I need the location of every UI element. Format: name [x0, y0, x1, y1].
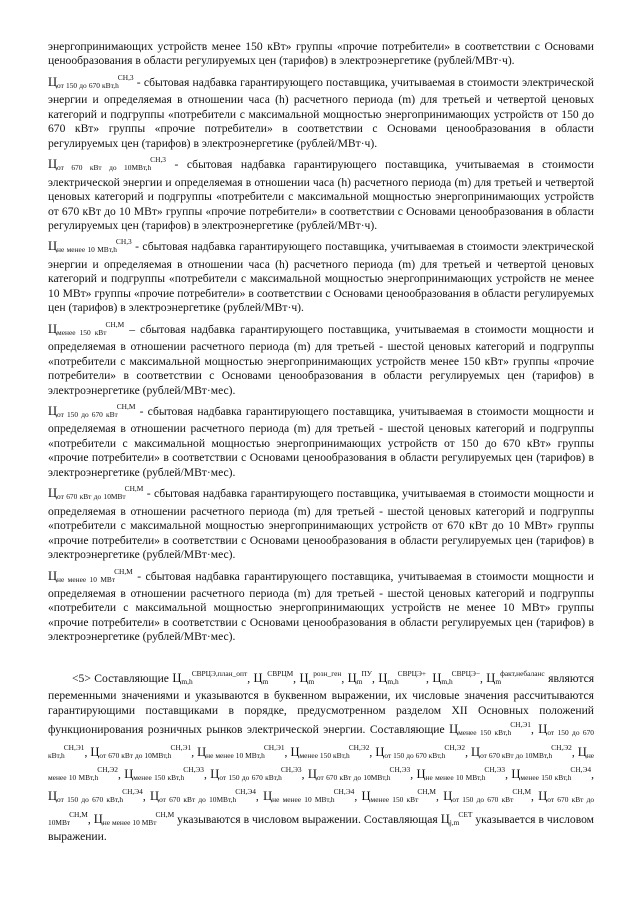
symbol-base: Ц	[124, 767, 134, 782]
definitions-list	[48, 71, 594, 645]
symbol-subscript: m	[356, 676, 363, 686]
symbol-base: Ц	[290, 744, 300, 759]
symbol-subscript: от 150 до 670 кВт,h	[219, 773, 282, 783]
definition-text: - сбытовая надбавка гарантирующего поставщика, учитываемая в стоимости мощности и определяемая в отношении расчетного периода (m) для третьей - шестой ценовых категорий и подгруппы «потребители с максимальной мощностью энергопринимающих устройств от 150 до 670 кВт» группы «прочие потребители» в соответствии с Основами ценообразования в области регулируемых цен (тарифов) в электроэнергетике (рублей/МВт·мес).	[48, 404, 594, 479]
numeric-symbol	[290, 742, 370, 760]
symbol-base: Ц	[449, 722, 459, 737]
symbol-superscript: СН,Э2	[97, 765, 118, 775]
symbol-base: Ц	[511, 767, 521, 782]
symbol-superscript: СН,М	[114, 566, 133, 576]
numeric-symbol	[150, 787, 256, 805]
markup-symbol	[48, 319, 125, 337]
markup-symbol	[48, 155, 166, 173]
symbol-base: Ц	[486, 670, 496, 685]
symbol-subscript: от 670 кВт до 10МВт,h	[316, 773, 391, 783]
numeric-symbol	[307, 765, 411, 783]
symbol-superscript: СН,Э3	[280, 765, 302, 775]
symbol-subscript: от 150 до 670 кВт	[452, 795, 514, 805]
symbol-superscript: СВРЦЭ−	[451, 668, 480, 678]
symbol-subscript: m,h	[387, 676, 399, 686]
symbol-base: Ц	[299, 670, 309, 685]
symbol-superscript: СН,Э2	[348, 742, 370, 752]
symbol-subscript: от 670 кВт до 10МВт	[48, 795, 595, 827]
definition-paragraph	[48, 318, 594, 398]
symbol-base: Ц	[538, 722, 548, 737]
numeric-symbol	[449, 720, 531, 738]
symbol-subscript: от 670 кВт до 10МВт,h	[159, 795, 237, 805]
symbol-base: Ц	[48, 321, 58, 336]
variable-symbol	[253, 668, 294, 686]
symbol-base: Ц	[577, 744, 587, 759]
symbol-base: Ц	[378, 670, 388, 685]
text-column	[48, 40, 594, 845]
symbol-base: Ц	[432, 670, 442, 685]
symbol-subscript: от 150 до 670 кВт	[57, 409, 118, 419]
note-symbols: $Ц_{m,h}^{СВРЦЭ,план\_опт}$, $Ц_m^{СВРЦМ}$, $Ц_m^{розн\_ген}$, $Ц_m^{ПУ}$, $Ц_{m,h}^{СВРЦЭ+}$, $Ц_{m,h}^{СВРЦЭ-}$, $Ц_m^{факт,небаланс}$	[172, 668, 545, 686]
note-body: являются переменными значениями и указываются в буквенном выражении, их числовые значения рассчитываются гарантирующими поставщиками в порядке, предусмотренном разделом XII Основных положений функционирования розничных рынков электрической энергии. Составляющие	[48, 671, 595, 737]
symbol-superscript: СН,Э4	[122, 787, 143, 797]
network-component-symbol	[440, 809, 473, 827]
symbol-superscript: СН,3	[150, 155, 166, 165]
symbol-subscript: менее 150 кВт	[57, 327, 107, 337]
markup-symbol	[48, 401, 136, 419]
symbol-superscript: СН,Э2	[551, 742, 572, 752]
symbol-superscript: СВРЦЭ,план_опт	[191, 668, 248, 678]
numeric-symbol	[210, 765, 302, 783]
symbol-superscript: СН,3	[117, 72, 134, 82]
symbol-base: Ц	[48, 568, 58, 583]
definition-text: - сбытовая надбавка гарантирующего поставщика, учитываемая в стоимости электрической энергии и определяемая в отношении часа (h) расчетного периода (m) для третьей и четвертой ценовых категорий и подгруппы «потребители с максимальной мощностью энергопринимающих устройств от 670 кВт до 10 МВт» группы «прочие потребители» в соответствии с Основами ценообразования в области регулируемых цен (тарифов) в электроэнергетике (рублей/МВт·ч).	[48, 158, 594, 232]
symbol-subscript: не менее 10 МВт,h	[206, 750, 265, 760]
numeric-symbol	[93, 809, 175, 827]
definition-paragraph	[48, 482, 594, 562]
numeric-symbol	[197, 742, 285, 760]
symbol-subscript: менее 150 кВт,h	[520, 773, 572, 783]
symbol-base: Ц	[150, 789, 160, 804]
symbol-base: Ц	[48, 403, 58, 418]
numeric-components-list: $Ц_{менее 150 кВт,h}^{СН,Э1}$, $Ц_{от 150 до 670 кВт,h}^{СН,Э1}$, $Ц_{от 670 кВт до 10МВт,h}^{СН,Э1}$, $Ц_{не менее 10 МВт,h}^{СН,Э1}$, $Ц_{менее 150 кВт,h}^{СН,Э2}$, $Ц_{от 150 до 670 кВт,h}^{СН,Э2}$, $Ц_{от 670 кВт до 10МВт,h}^{СН,Э2}$, $Ц_{не менее 10 МВт,h}^{СН,Э2}$, $Ц_{менее 150 кВт,h}^{СН,Э3}$, $Ц_{от 150 до 670 кВт,h}^{СН,Э3}$, $Ц_{от 670 кВт до 10МВт,h}^{СН,Э3}$, $Ц_{не менее 10 МВт,h}^{СН,Э3}$, $Ц_{менее 150 кВт,h}^{СН,Э4}$, $Ц_{от 150 до 670 кВт,h}^{СН,Э4}$, $Ц_{от 670 кВт до 10МВт,h}^{СН,Э4}$, $Ц_{не менее 10 МВт,h}^{СН,Э4}$, $Ц_{менее 150 кВт}^{СН,М}$, $Ц_{от 150 до 670 кВт}^{СН,М}$, $Ц_{от 670 кВт до 10МВт}^{СН,М}$, $Ц_{не менее 10 МВт}^{СН,М}$	[48, 720, 595, 827]
symbol-subscript: не менее 10 МВт	[57, 574, 116, 584]
symbol-superscript: СН,Э3	[484, 765, 506, 775]
symbol-subscript: не менее 10 МВт,h	[48, 750, 595, 783]
symbol-superscript: СН,Э3	[389, 765, 411, 775]
symbol-subscript: m,h	[181, 676, 193, 686]
symbol-superscript: СН,Э1	[63, 742, 85, 752]
numeric-symbol	[263, 787, 355, 805]
symbol-base: Ц	[253, 670, 263, 685]
network-symbol	[440, 809, 473, 827]
symbol-base: Ц	[210, 767, 220, 782]
symbol-superscript: СН,М	[512, 787, 532, 797]
symbol-subscript: не менее 10 МВт,h	[272, 795, 335, 805]
definition-text: - сбытовая надбавка гарантирующего поставщика, учитываемая в стоимости электрической энергии и определяемая в отношении часа (h) расчетного периода (m) для третьей и четвертой ценовых категорий и подгруппы «потребители с максимальной мощностью энергопринимающих устройств не менее 10 МВт» группы «прочие потребители» в соответствии с Основами ценообразования в области регулируемых цен (тарифов) в электроэнергетике (рублей/МВт·ч).	[48, 240, 595, 315]
symbol-subscript: менее 150 кВт,h	[133, 773, 185, 783]
symbol-superscript: СН,Э4	[570, 765, 592, 775]
symbol-superscript: СН,Э1	[510, 720, 531, 730]
symbol-subscript: от 150 до 670 кВт,h	[384, 750, 446, 760]
numeric-symbol	[443, 787, 532, 805]
variable-symbol	[432, 668, 480, 686]
intro-paragraph: энергопринимающих устройств менее 150 кВт» группы «прочие потребители» в соответствии с Основами ценообразования в области регулируемых цен (тарифов) в электроэнергетике (рублей/МВт·ч).	[48, 40, 594, 68]
symbol-subscript: не менее 10 МВт,h	[425, 773, 486, 783]
symbol-subscript: m	[495, 676, 502, 686]
definition-paragraph	[48, 235, 594, 315]
definition-paragraph	[48, 400, 594, 480]
symbol-base: Ц	[440, 811, 450, 826]
symbol-base: Ц	[538, 789, 548, 804]
symbol-superscript: СН,Э2	[444, 742, 466, 752]
symbol-subscript: менее 150 кВт	[370, 795, 419, 805]
symbol-superscript: СН,М	[155, 809, 175, 819]
symbol-base: Ц	[375, 744, 385, 759]
definition-paragraph	[48, 71, 594, 151]
symbol-superscript: СН,Э3	[183, 765, 204, 775]
numeric-symbol	[90, 742, 192, 760]
symbol-subscript: от 670 кВт до 10МВт	[57, 492, 126, 502]
symbol-base: Ц	[197, 744, 207, 759]
variable-symbol	[486, 668, 545, 686]
symbol-superscript: СН,М	[417, 787, 436, 797]
markup-symbol	[48, 72, 134, 90]
symbol-base: Ц	[48, 486, 58, 501]
note-5-paragraph	[48, 667, 594, 845]
definition-paragraph	[48, 565, 594, 645]
symbol-base: Ц	[90, 744, 100, 759]
variable-symbol	[172, 668, 248, 686]
numeric-symbol	[361, 787, 436, 805]
symbol-superscript: СН,Э4	[333, 787, 355, 797]
symbol-superscript: СЕТ	[458, 809, 473, 819]
numeric-symbol	[471, 742, 572, 760]
note-tail: указываются в числовом выражении. Составляющая	[174, 812, 438, 826]
symbol-superscript: СВРЦЭ+	[397, 668, 427, 678]
symbol-superscript: ПУ	[361, 668, 373, 678]
symbol-base: Ц	[443, 789, 453, 804]
definition-text: - сбытовая надбавка гарантирующего поставщика, учитываемая в стоимости мощности и определяемая в отношении расчетного периода (m) для третьей - шестой ценовых категорий и подгруппы «потребители с максимальной мощностью энергопринимающих устройств от 670 кВт до 10 МВт» группы «прочие потребители» в соответствии с Основами ценообразования в области регулируемых цен (тарифов) в электроэнергетике (рублей/МВт·мес).	[48, 487, 594, 562]
markup-symbol	[48, 484, 144, 502]
variable-symbol	[347, 668, 373, 686]
symbol-subscript: от 670 кВт до 10МВт,h	[480, 750, 553, 760]
symbol-base: Ц	[48, 74, 58, 89]
symbol-subscript: j,m	[449, 817, 460, 827]
note-last: указывается в числовом выражении.	[48, 812, 595, 844]
variable-symbol	[378, 668, 427, 686]
symbol-superscript: СВРЦМ	[267, 668, 294, 678]
symbol-superscript: СН,М	[116, 401, 136, 411]
symbol-base: Ц	[307, 767, 317, 782]
variable-symbol	[299, 668, 342, 686]
symbol-superscript: СН,М	[105, 319, 125, 329]
markup-symbol	[48, 237, 132, 255]
symbol-base: Ц	[347, 670, 357, 685]
symbol-base: Ц	[48, 239, 58, 254]
numeric-symbol	[511, 765, 592, 783]
numeric-symbol	[48, 787, 143, 805]
symbol-base: Ц	[48, 157, 58, 172]
symbol-superscript: СН,М	[69, 809, 88, 819]
symbol-subscript: m	[308, 676, 315, 686]
symbol-subscript: m	[262, 676, 269, 686]
definition-text: – сбытовая надбавка гарантирующего поставщика, учитываемая в стоимости мощности и определяемая в отношении расчетного периода (m) для третьей - шестой ценовых категорий и подгруппы «потребители с максимальной мощностью энергопринимающих устройств менее 150 кВт» группы «прочие потребители» в соответствии с Основами ценообразования в области регулируемых цен (тарифов) в электроэнергетике (рублей/МВт·мес).	[48, 322, 594, 397]
symbol-subscript: не менее 10 МВт,h	[57, 245, 117, 255]
symbol-superscript: СН,Э4	[235, 787, 256, 797]
symbol-subscript: от 150 до 670 кВт,h	[48, 728, 595, 760]
symbol-base: Ц	[471, 744, 481, 759]
markup-symbol	[48, 566, 133, 584]
definition-text: - сбытовая надбавка гарантирующего поставщика, учитываемая в стоимости электрической энергии и определяемая в отношении часа (h) расчетного периода (m) для третьей и четвертой ценовых категорий и подгруппы «потребители с максимальной мощностью энергопринимающих устройств от 150 до 670 кВт» группы «прочие потребители» в соответствии с Основами ценообразования в области регулируемых цен (тарифов) в электроэнергетике (рублей/МВт·ч).	[48, 75, 594, 150]
definition-text: - сбытовая надбавка гарантирующего поставщика, учитываемая в стоимости мощности и определяемая в отношении расчетного периода (m) для третьей - шестой ценовых категорий и подгруппы «потребители с максимальной мощностью энергопринимающих устройств не менее 10 МВт» группы «прочие потребители» в соответствии с Основами ценообразования в области регулируемых цен (тарифов) в электроэнергетике (рублей/МВт·мес).	[48, 569, 594, 644]
symbol-subscript: не менее 10 МВт	[102, 817, 157, 827]
symbol-superscript: СН,М	[124, 484, 144, 494]
symbol-subscript: от 670 кВт до 10МВт,h	[99, 750, 172, 760]
numeric-symbol	[124, 765, 204, 783]
symbol-superscript: розн_ген	[313, 668, 342, 678]
note-lead: <5> Составляющие	[72, 671, 169, 685]
symbol-subscript: от 150 до 670 кВт,h	[57, 795, 124, 805]
symbol-base: Ц	[172, 670, 182, 685]
numeric-symbol	[416, 765, 506, 783]
definition-paragraph	[48, 153, 594, 233]
symbol-base: Ц	[361, 789, 371, 804]
symbol-base: Ц	[93, 811, 103, 826]
numeric-symbol	[375, 742, 466, 760]
symbol-base: Ц	[48, 789, 58, 804]
symbol-subscript: m,h	[441, 676, 453, 686]
symbol-superscript: СН,3	[115, 237, 132, 247]
symbol-subscript: менее 150 кВт,h	[299, 750, 350, 760]
symbol-superscript: СН,Э1	[170, 742, 192, 752]
symbol-base: Ц	[263, 789, 273, 804]
symbol-subscript: от 670 кВт до 10МВт,h	[57, 163, 152, 173]
symbol-superscript: факт,небаланс	[500, 668, 545, 678]
symbol-base: Ц	[416, 767, 426, 782]
symbol-superscript: СН,Э1	[263, 742, 285, 752]
symbol-subscript: от 150 до 670 кВт,h	[57, 80, 119, 90]
symbol-subscript: менее 150 кВт,h	[458, 728, 512, 738]
